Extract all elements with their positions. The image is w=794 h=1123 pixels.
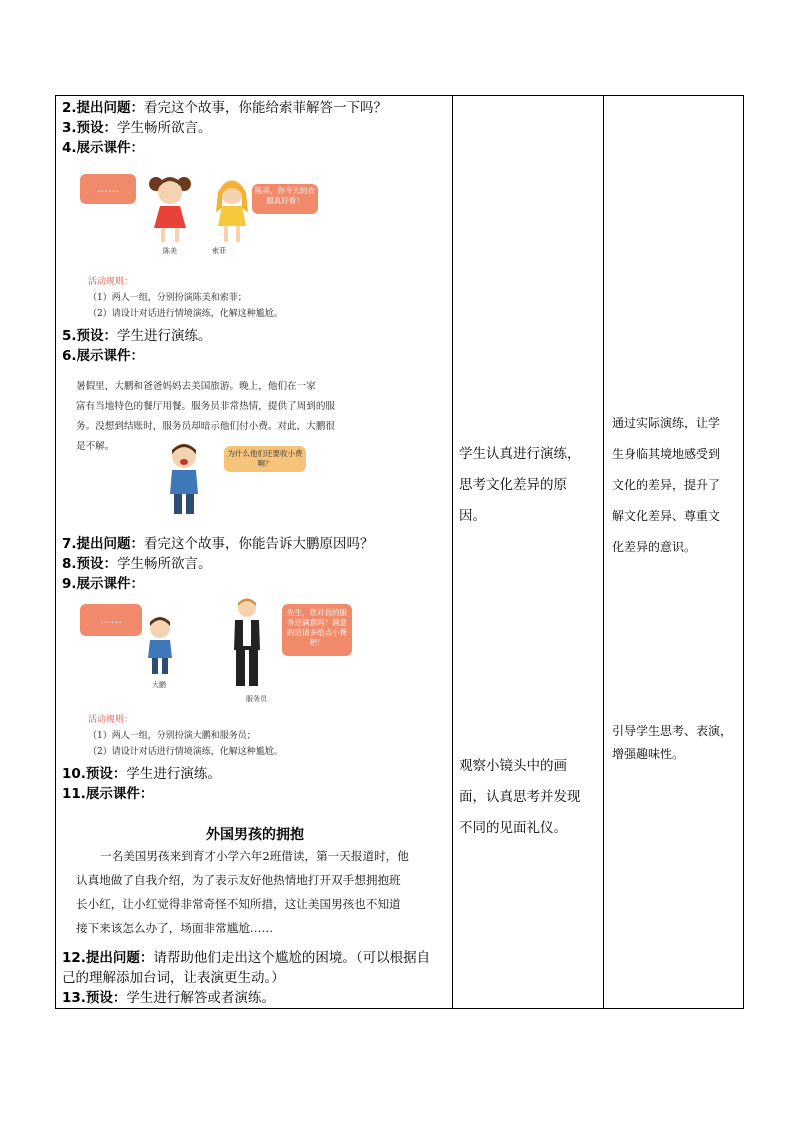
step-6-line: 6.展示课件： bbox=[62, 348, 145, 364]
lesson-plan-table bbox=[55, 95, 744, 1009]
boy-dapeng-figure bbox=[164, 442, 208, 518]
story-line-2: 富有当地特色的餐厅用餐。服务员非常热情，提供了周到的服 bbox=[76, 401, 336, 412]
student-activity-2-line-2: 面，认真思考并发现 bbox=[459, 789, 581, 805]
step-13-line: 13.预设：学生进行解答或者演练。 bbox=[62, 990, 275, 1006]
rule-1: （1）两人一组，分别扮演陈美和索菲； bbox=[88, 293, 247, 303]
name-waiter: 服务员 bbox=[246, 695, 267, 703]
design-intent-2-line-2: 增强趣味性。 bbox=[612, 747, 685, 761]
essay-title: 外国男孩的拥抱 bbox=[206, 827, 304, 843]
story-line-1: 暑假里，大鹏和爸爸妈妈去美国旅游。晚上，他们在一家 bbox=[76, 381, 316, 392]
student-activity-1-line-3: 因。 bbox=[459, 508, 486, 524]
rules-title: 活动规则： bbox=[88, 277, 134, 287]
step-9-line: 9.展示课件： bbox=[62, 576, 145, 592]
student-activity-1-line-1: 学生认真进行演练， bbox=[459, 446, 581, 462]
rule-2: （2）请设计对话进行情境演练，化解这种尴尬。 bbox=[88, 747, 283, 757]
rule-1: （1）两人一组，分别扮演大鹏和服务员； bbox=[88, 731, 256, 741]
name-sophie: 索菲 bbox=[212, 247, 226, 255]
essay-line-3: 长小红，让小红觉得非常奇怪不知所措，这让美国男孩也不知道 bbox=[76, 897, 401, 911]
girl-chenmei-figure bbox=[149, 177, 191, 242]
design-intent-1-line-5: 化差异的意识。 bbox=[612, 540, 697, 554]
boy-dapeng-figure bbox=[144, 616, 176, 676]
step-12-line-cont: 己的理解添加台词，让表演更生动。） bbox=[62, 970, 285, 986]
speech-bubble-right: 先生，您对我的服务还满意吗？满意的话请多给点小费吧！ bbox=[282, 604, 352, 656]
rule-2: （2）请设计对话进行情境演练，化解这种尴尬。 bbox=[88, 309, 283, 319]
question-bubble: 为什么他们还要收小费啊？ bbox=[224, 446, 306, 472]
step-4-line: 4.展示课件： bbox=[62, 140, 145, 156]
student-activity-column bbox=[453, 96, 603, 1008]
name-chenmei: 陈美 bbox=[163, 247, 177, 255]
step-10-line: 10.预设：学生进行演练。 bbox=[62, 766, 221, 782]
essay-line-4: 接下来该怎么办了，场面非常尴尬…… bbox=[76, 921, 274, 935]
step-8-line: 8.预设：学生畅所欲言。 bbox=[62, 556, 212, 572]
girl-sophie-figure bbox=[216, 180, 248, 242]
speech-bubble-left: …… bbox=[80, 174, 136, 204]
student-activity-2-line-3: 不同的见面礼仪。 bbox=[459, 820, 567, 836]
student-activity-2-line-1: 观察小镜头中的画 bbox=[459, 758, 567, 774]
step-7-line: 7.提出问题：看完这个故事，你能告诉大鹏原因吗？ bbox=[62, 536, 374, 552]
design-intent-1-line-2: 生身临其境地感受到 bbox=[612, 447, 721, 461]
story-line-4: 是不解。 bbox=[76, 441, 115, 452]
design-intent-1-line-3: 文化的差异，提升了 bbox=[612, 478, 721, 492]
design-intent-column bbox=[604, 96, 744, 1008]
story-line-3: 务。没想到结账时，服务员却暗示他们付小费。对此，大鹏很 bbox=[76, 421, 336, 432]
name-dapeng: 大鹏 bbox=[152, 681, 166, 689]
waiter-figure bbox=[226, 598, 268, 690]
teaching-process-column bbox=[56, 96, 452, 1008]
speech-bubble-left: …… bbox=[80, 604, 142, 636]
speech-bubble-right: 陈美，你今天的衣服真好看！ bbox=[252, 184, 318, 214]
step-12-line: 12.提出问题：请帮助他们走出这个尴尬的困境。（可以根据自 bbox=[62, 950, 431, 966]
rules-title: 活动规则： bbox=[88, 715, 134, 725]
step-3-line: 3.预设：学生畅所欲言。 bbox=[62, 120, 212, 136]
design-intent-1-line-1: 通过实际演练，让学 bbox=[612, 416, 721, 430]
step-11-line: 11.展示课件： bbox=[62, 786, 154, 802]
design-intent-1-line-4: 解文化差异、尊重文 bbox=[612, 509, 721, 523]
step-2-line: 2.提出问题：看完这个故事，你能给索菲解答一下吗？ bbox=[62, 100, 388, 116]
essay-line-2: 认真地做了自我介绍，为了表示友好他热情地打开双手想拥抱班 bbox=[76, 873, 401, 887]
step-5-line: 5.预设：学生进行演练。 bbox=[62, 328, 212, 344]
design-intent-2-line-1: 引导学生思考、表演， bbox=[612, 724, 733, 738]
essay-line-1: 一名美国男孩来到育才小学六年2班借读，第一天报道时，他 bbox=[100, 849, 409, 863]
student-activity-1-line-2: 思考文化差异的原 bbox=[459, 477, 567, 493]
